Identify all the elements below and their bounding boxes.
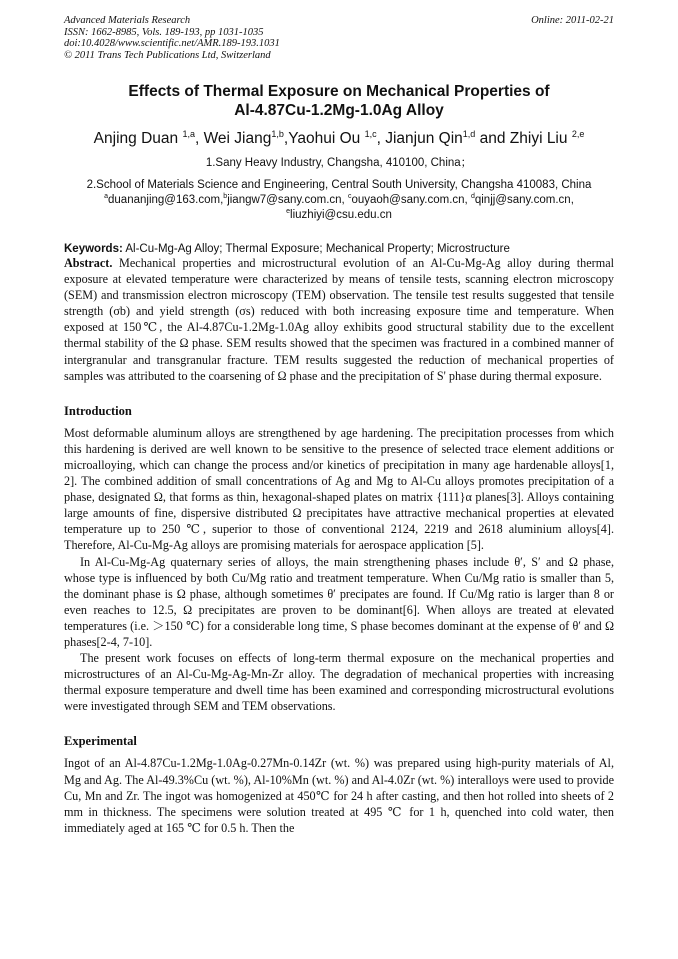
- email-mark: d: [470, 193, 475, 201]
- copyright-line: © 2011 Trans Tech Publications Ltd, Switzerland: [64, 49, 271, 61]
- affiliation-1: 1.Sany Heavy Industry, Changsha, 410100, China；: [205, 157, 473, 169]
- abstract-label: Abstract.: [64, 256, 113, 270]
- intro-paragraph-2: In Al-Cu-Mg-Ag quaternary series of alloys, the main strengthening phases include θ′, S′ and Ω phase, whose type is influenced by both Cu/Mg ratio and treatment temperature. When Cu/Mg ratio is smaller than 5, the dominant phase is Ω phase, although sometimes θ′ precipates are found. If Cu/Mg ratio is larger than 8 or even reaches to 12.5, Ω precipitates are proven to be dominant[6]. When alloys are treated at elevated temperatures (i.e. ＞150 ℃) for a considerable long time, S phase becomes dominant at the expense of θ′ and Ω phases[2-4, 7-10].: [64, 554, 614, 649]
- journal-header: [64, 15, 614, 61]
- author-name: Wei Jiang: [203, 130, 272, 147]
- section-heading-experimental: Experimental: [64, 734, 137, 749]
- affiliation-2: 2.School of Materials Science and Engineering, Central South University, Changsha 410083, China: [86, 179, 592, 191]
- author-separator: ,: [376, 130, 386, 147]
- issn-line: ISSN: 1662-8985, Vols. 189-193, pp 1031-1035: [64, 26, 264, 38]
- author-affiliation-mark: 2,e: [571, 128, 585, 139]
- author-name: Jianjun Qin: [385, 130, 463, 147]
- author-affiliation-mark: 1,c: [364, 128, 377, 139]
- intro-paragraph-1: Most deformable aluminum alloys are strengthened by age hardening. The precipitation processes from which this hardening is derived are well known to be sensitive to the presence of selected trace element additions or microalloying, which can change the process and/or kinetics of precipitation in many age hardenable alloys[1, 2]. The combined addition of small concentrations of Ag and Mg to Al-Cu alloys promotes precipitation of a phase, designated Ω, that forms as thin, hexagonal-shaped plates on matrix {111}α planes[3]. Alloys containing large amounts of fine, dispersive distributed Ω precipitates have attractive mechanical properties at elevated temperature up to 250 ℃, superior to those of conventional 2124, 2219 and 2618 aluminium alloys[4]. Therefore, Al-Cu-Mg-Ag alloys are promising materials for aerospace application [5].: [64, 425, 614, 553]
- email-mark: b: [223, 193, 228, 201]
- author-name: Anjing Duan: [93, 130, 183, 147]
- author-name: Zhiyi Liu: [509, 130, 572, 147]
- email-line-1: [64, 193, 614, 208]
- author-affiliation-mark: 1,d: [462, 128, 476, 139]
- email-line-2: [64, 208, 614, 223]
- section-heading-introduction: Introduction: [64, 403, 132, 418]
- experimental-paragraph: Ingot of an Al-4.87Cu-1.2Mg-1.0Ag-0.27Mn-0.14Zr (wt. %) was prepared using high-purity materials of Al, Mg and Ag. The Al-49.3%Cu (wt. %), Al-10%Mn (wt. %) and Al-4.0Zr (wt. %) interalloys were used to provide Cu, Mn and Zr. The ingot was homogenized at 450℃ for 24 h after casting, and then hot rolled into sheets of 2 mm in thickness. The specimens were solution treated at 495 ℃ for 1 h, quenched into cold water, then immediately aged at 165 ℃ for 0.5 h. Then the: [64, 756, 614, 835]
- doi-line[interactable]: doi:10.4028/www.scientific.net/AMR.189-193.1031: [64, 38, 280, 49]
- keywords: [64, 243, 614, 255]
- online-date: Online: 2011-02-21: [531, 15, 614, 26]
- abstract-text: Mechanical properties and microstructural evolution of an Al-Cu-Mg-Ag alloy during thermal exposure at elevated temperature were characterized by means of tensile tests, scanning electron microscopy (SEM) and transmission electron microscopy (TEM) observation. The tensile test results suggested that tensile strength (σb) and yield strength (σs) reduced with both increasing exposure time and temperature. When exposed at 150℃, the Al-4.87Cu-1.2Mg-1.0Ag alloy exhibits good structural stability due to the excellent thermal stability of the Ω phase. SEM results showed that the specimen was fractured in a combined manner of intergranular and transgranular fracture. TEM results suggested the reduction of mechanical properties of samples was attributed to the coarsening of Ω phase and the precipitation of S' phase during thermal exposure.: [64, 256, 614, 383]
- author-name: Yaohui Ou: [288, 130, 365, 147]
- keywords-text: Al-Cu-Mg-Ag Alloy; Thermal Exposure; Mechanical Property; Microstructure: [122, 243, 510, 255]
- author-separator: ,: [283, 130, 289, 147]
- author-affiliation-mark: 1,a: [182, 128, 195, 139]
- journal-name: Advanced Materials Research: [64, 15, 191, 26]
- title-line-1: Effects of Thermal Exposure on Mechanical Properties of: [128, 83, 550, 100]
- email-mark: a: [104, 193, 109, 201]
- keywords-label: Keywords:: [64, 243, 123, 255]
- email-mark: e: [286, 208, 291, 216]
- author-affiliation-mark: 1,b: [271, 128, 284, 139]
- author-list: [64, 130, 614, 148]
- email-mark: c: [347, 193, 352, 201]
- email-link[interactable]: liuzhiyi@csu.edu.cn: [290, 209, 392, 221]
- author-separator: and: [475, 130, 510, 147]
- paper-title: [64, 82, 614, 120]
- email-link[interactable]: qinjj@sany.com.cn,: [474, 194, 574, 206]
- intro-paragraph-3: The present work focuses on effects of long-term thermal exposure on the mechanical properties and microstructures of an Al-Cu-Mg-Ag-Mn-Zr alloy. The degradation of mechanical properties with increasing thermal exposure temperature and dwell time has been examined and corresponding microstructural evolutions were investigated through SEM and TEM observations.: [64, 651, 614, 714]
- author-emails: [64, 193, 614, 223]
- email-link[interactable]: jiangw7@sany.com.cn,: [227, 194, 348, 206]
- abstract: [64, 255, 614, 384]
- email-link[interactable]: duananjing@163.com,: [108, 194, 224, 206]
- email-link[interactable]: ouyaoh@sany.com.cn,: [351, 194, 471, 206]
- author-separator: ,: [194, 130, 204, 147]
- title-line-2: Al-4.87Cu-1.2Mg-1.0Ag Alloy: [234, 102, 444, 119]
